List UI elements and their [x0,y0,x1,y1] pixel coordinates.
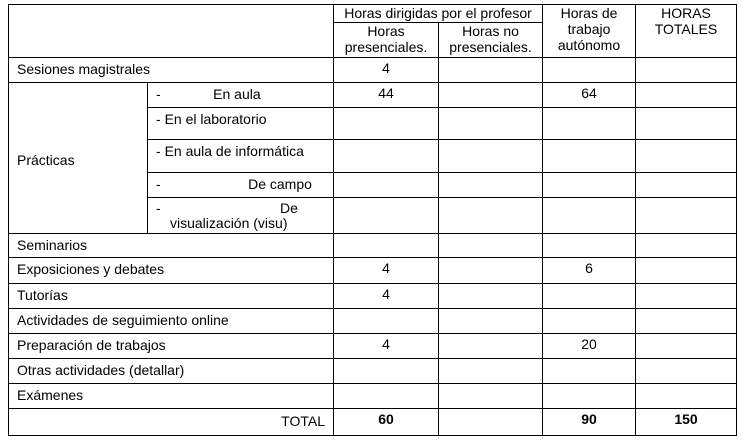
cell-presenciales [334,173,439,198]
cell-no-presenciales [439,284,543,309]
subrow-label [148,173,334,198]
subrow-label [148,108,334,140]
row-label: Seminarios [9,234,334,258]
cell-presenciales [334,108,439,140]
row-label: Preparación de trabajos [9,334,334,359]
dash-marker: - [156,143,161,159]
table-row [9,309,737,334]
total-presenciales: 60 [334,409,439,436]
total-horas: 150 [636,409,737,436]
row-label: Tutorías [9,284,334,309]
cell-no-presenciales [439,234,543,258]
row-label: Otras actividades (detallar) [9,359,334,384]
row-label: Sesiones magistrales [9,58,334,83]
cell-no-presenciales [439,334,543,359]
dash-marker: - [156,111,161,127]
cell-no-presenciales [439,384,543,409]
table-row [9,58,737,83]
table-row [9,384,737,409]
cell-presenciales [334,198,439,234]
row-label: Exposiciones y debates [9,258,334,284]
cell-autonomo [543,284,636,309]
cell-presenciales [334,309,439,334]
table-row [9,284,737,309]
cell-autonomo [543,198,636,234]
cell-autonomo [543,309,636,334]
dash-marker: - [156,86,161,102]
table-row [9,83,737,108]
header-row-1 [9,5,737,23]
cell-total [636,309,737,334]
cell-autonomo [543,108,636,140]
cell-presenciales [334,384,439,409]
header-dirigidas: Horas dirigidas por el profesor [334,5,543,23]
cell-no-presenciales [439,173,543,198]
hours-table [8,4,737,436]
cell-no-presenciales [439,83,543,108]
header-empty-cell [9,5,334,58]
subrow-text: En aula [213,86,261,102]
total-autonomo: 90 [543,409,636,436]
header-presenciales: Horas presenciales. [334,23,439,58]
cell-presenciales [334,234,439,258]
dash-marker: - [156,200,161,216]
row-label: Exámenes [9,384,334,409]
subrow-text: De [279,200,298,216]
cell-presenciales: 4 [334,334,439,359]
cell-total [636,234,737,258]
subrow-label [148,198,334,234]
cell-total [636,140,737,173]
header-autonomo: Horas de trabajo autónomo [543,5,636,58]
cell-total [636,284,737,309]
cell-no-presenciales [439,108,543,140]
cell-total [636,173,737,198]
cell-total [636,359,737,384]
cell-presenciales: 4 [334,58,439,83]
cell-no-presenciales [439,309,543,334]
cell-presenciales [334,140,439,173]
table-row [9,359,737,384]
cell-total [636,258,737,284]
header-no-presenciales: Horas no presenciales. [439,23,543,58]
cell-total [636,83,737,108]
subrow-label [148,140,334,173]
practicas-label: Prácticas [9,83,148,234]
total-row [9,409,737,436]
cell-total [636,198,737,234]
cell-autonomo [543,140,636,173]
cell-autonomo [543,384,636,409]
dash-marker: - [156,176,161,192]
cell-total [636,334,737,359]
cell-autonomo: 20 [543,334,636,359]
table-row [9,234,737,258]
cell-no-presenciales [439,359,543,384]
cell-total [636,58,737,83]
subrow-label [148,83,334,108]
cell-autonomo [543,234,636,258]
cell-presenciales: 44 [334,83,439,108]
subrow-text-2: visualización (visu) [170,215,288,231]
cell-no-presenciales [439,140,543,173]
cell-no-presenciales [439,258,543,284]
subrow-text: En el laboratorio [164,111,267,127]
total-no-presenciales [439,409,543,436]
cell-no-presenciales [439,198,543,234]
cell-no-presenciales [439,58,543,83]
cell-autonomo [543,58,636,83]
cell-autonomo [543,173,636,198]
row-label: Actividades de seguimiento online [9,309,334,334]
cell-autonomo: 6 [543,258,636,284]
cell-presenciales: 4 [334,258,439,284]
subrow-text: De campo [248,176,312,192]
header-totales: HORAS TOTALES [636,5,737,58]
cell-presenciales [334,359,439,384]
table-row [9,258,737,284]
cell-autonomo [543,359,636,384]
cell-autonomo: 64 [543,83,636,108]
subrow-text: En aula de informática [164,143,304,159]
cell-total [636,108,737,140]
total-label: TOTAL [9,409,334,436]
table-row [9,334,737,359]
cell-presenciales: 4 [334,284,439,309]
cell-total [636,384,737,409]
